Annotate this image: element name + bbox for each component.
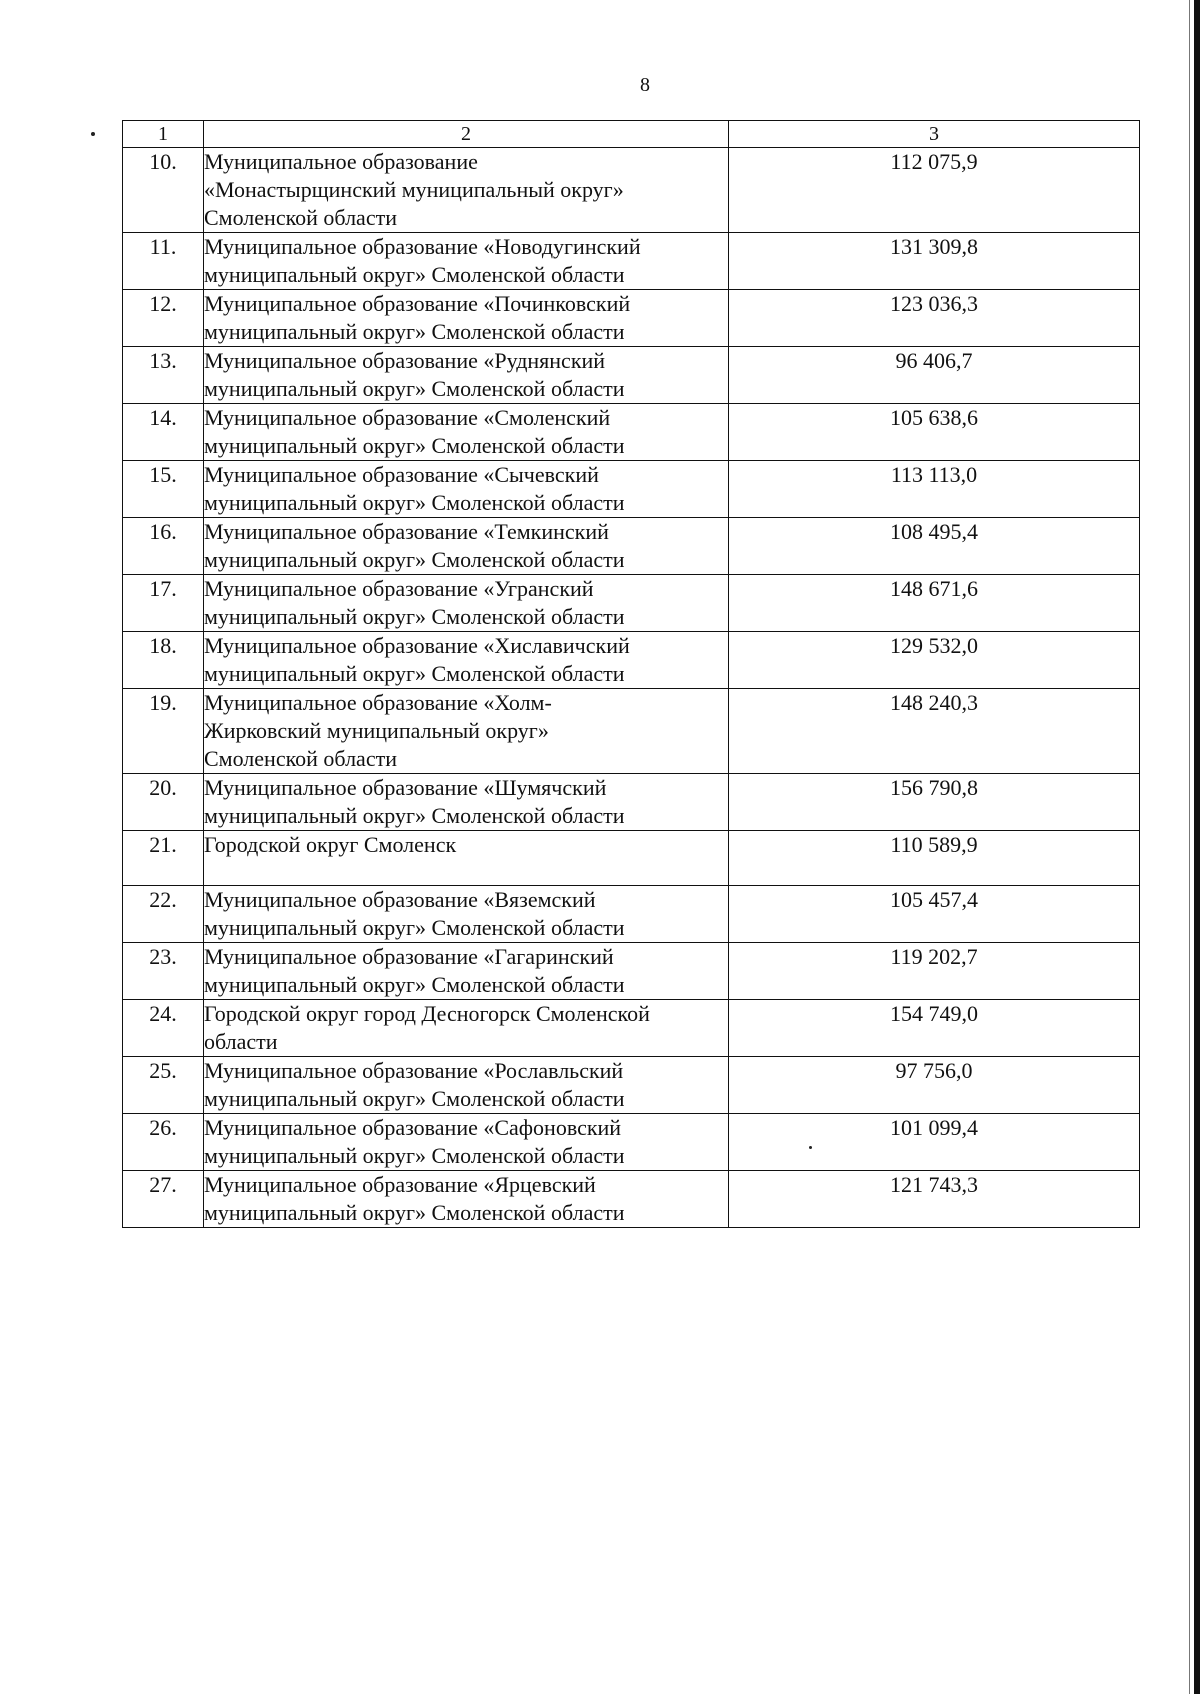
row-number: 13.	[123, 347, 204, 404]
budget-table	[122, 120, 1140, 1228]
amount-value: 105 638,6	[729, 404, 1140, 461]
municipality-name: Муниципальное образование «Гагаринский муниципальный округ» Смоленской области	[204, 943, 729, 1000]
table-row	[123, 518, 1140, 575]
scan-speck	[809, 1146, 812, 1149]
amount-value: 119 202,7	[729, 943, 1140, 1000]
table-row	[123, 886, 1140, 943]
amount-value: 108 495,4	[729, 518, 1140, 575]
municipality-name: Муниципальное образование «Починковский муниципальный округ» Смоленской области	[204, 290, 729, 347]
amount-value: 123 036,3	[729, 290, 1140, 347]
municipality-name: Муниципальное образование «Хиславичский муниципальный округ» Смоленской области	[204, 632, 729, 689]
table-row	[123, 404, 1140, 461]
municipality-name: Муниципальное образование «Новодугинский муниципальный округ» Смоленской области	[204, 233, 729, 290]
table-row	[123, 290, 1140, 347]
table-row	[123, 632, 1140, 689]
municipality-name: Городской округ Смоленск	[204, 831, 729, 886]
table-row	[123, 461, 1140, 518]
amount-value: 129 532,0	[729, 632, 1140, 689]
row-number: 12.	[123, 290, 204, 347]
row-number: 14.	[123, 404, 204, 461]
municipality-name: Муниципальное образование «Руднянский муниципальный округ» Смоленской области	[204, 347, 729, 404]
amount-value: 156 790,8	[729, 774, 1140, 831]
row-number: 22.	[123, 886, 204, 943]
row-number: 27.	[123, 1171, 204, 1228]
row-number: 25.	[123, 1057, 204, 1114]
table-row	[123, 575, 1140, 632]
row-number: 17.	[123, 575, 204, 632]
amount-value: 154 749,0	[729, 1000, 1140, 1057]
amount-value: 96 406,7	[729, 347, 1140, 404]
row-number: 23.	[123, 943, 204, 1000]
row-number: 10.	[123, 148, 204, 233]
municipality-name: Муниципальное образование «Шумячский муниципальный округ» Смоленской области	[204, 774, 729, 831]
scan-edge-border	[1194, 0, 1200, 1694]
row-number: 21.	[123, 831, 204, 886]
amount-value: 148 240,3	[729, 689, 1140, 774]
municipality-name: Муниципальное образование «Темкинский муниципальный округ» Смоленской области	[204, 518, 729, 575]
amount-value: 131 309,8	[729, 233, 1140, 290]
row-number: 15.	[123, 461, 204, 518]
table-row	[123, 943, 1140, 1000]
row-number: 20.	[123, 774, 204, 831]
municipality-name: Муниципальное образование «Сафоновский муниципальный округ» Смоленской области	[204, 1114, 729, 1171]
row-number: 16.	[123, 518, 204, 575]
municipality-name: Муниципальное образование «Вяземский муниципальный округ» Смоленской области	[204, 886, 729, 943]
amount-value: 148 671,6	[729, 575, 1140, 632]
amount-value: 105 457,4	[729, 886, 1140, 943]
municipality-name: Муниципальное образование «Рославльский муниципальный округ» Смоленской области	[204, 1057, 729, 1114]
header-col-1: 1	[123, 121, 204, 148]
municipality-name: Городской округ город Десногорск Смоленской области	[204, 1000, 729, 1057]
margin-dot	[91, 132, 95, 136]
municipality-name: Муниципальное образование «Угранский муниципальный округ» Смоленской области	[204, 575, 729, 632]
table-header-row	[123, 121, 1140, 148]
amount-value: 112 075,9	[729, 148, 1140, 233]
header-col-3: 3	[729, 121, 1140, 148]
table-row	[123, 831, 1140, 886]
amount-value: 97 756,0	[729, 1057, 1140, 1114]
row-number: 26.	[123, 1114, 204, 1171]
table-row	[123, 689, 1140, 774]
table-row	[123, 1000, 1140, 1057]
row-number: 19.	[123, 689, 204, 774]
row-number: 24.	[123, 1000, 204, 1057]
amount-value: 101 099,4	[729, 1114, 1140, 1171]
municipality-name: Муниципальное образование «Смоленский муниципальный округ» Смоленской области	[204, 404, 729, 461]
row-number: 11.	[123, 233, 204, 290]
table-row	[123, 148, 1140, 233]
table-row	[123, 1057, 1140, 1114]
amount-value: 113 113,0	[729, 461, 1140, 518]
municipality-name: Муниципальное образование «Холм- Жирковский муниципальный округ» Смоленской области	[204, 689, 729, 774]
amount-value: 121 743,3	[729, 1171, 1140, 1228]
table-row	[123, 347, 1140, 404]
table-row	[123, 1171, 1140, 1228]
municipality-name: Муниципальное образование «Ярцевский муниципальный округ» Смоленской области	[204, 1171, 729, 1228]
amount-value: 110 589,9	[729, 831, 1140, 886]
table-row	[123, 774, 1140, 831]
municipality-name: Муниципальное образование «Сычевский муниципальный округ» Смоленской области	[204, 461, 729, 518]
municipality-name: Муниципальное образование «Монастырщинский муниципальный округ» Смоленской области	[204, 148, 729, 233]
table-row	[123, 1114, 1140, 1171]
header-col-2: 2	[204, 121, 729, 148]
table-row	[123, 233, 1140, 290]
page-number: 8	[640, 74, 650, 96]
scan-edge-line	[1189, 0, 1190, 1694]
row-number: 18.	[123, 632, 204, 689]
